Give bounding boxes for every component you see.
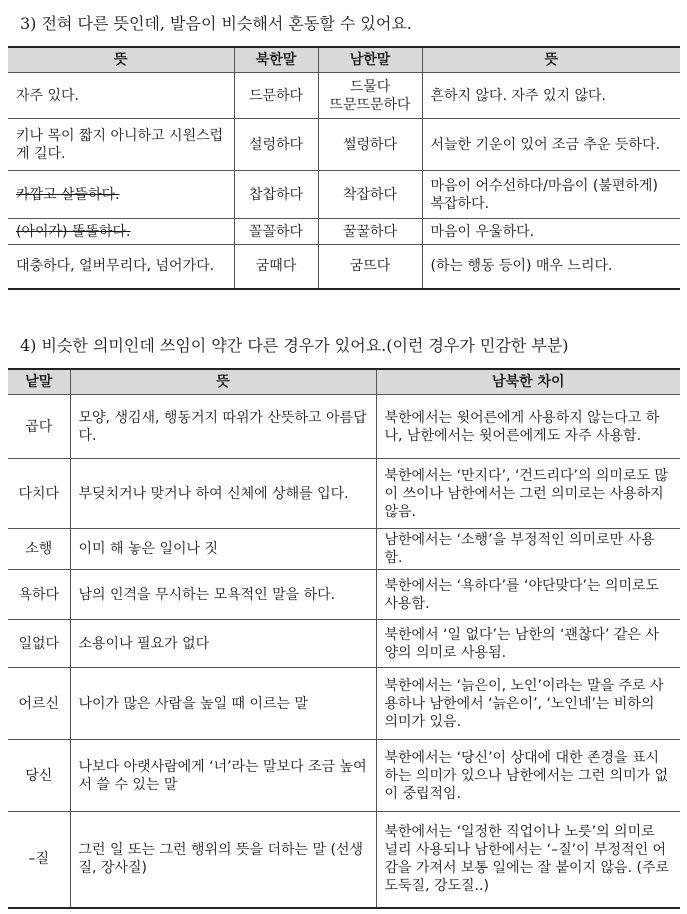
meaning-cell: 부딪치거나 맞거나 하여 신체에 상해를 입다. <box>70 459 376 529</box>
south-word-line-1: 드물다 <box>349 78 391 95</box>
table-row <box>8 119 680 171</box>
table-row <box>8 740 680 812</box>
header-meaning: 뜻 <box>70 369 376 395</box>
table-row <box>8 245 680 289</box>
difference-cell: 북한에서는 ‘당신’이 상대에 대한 존경을 표시하는 의미가 있으나 남한에서는 그런 의미가 없이 중립적임. <box>376 740 680 812</box>
table-row <box>8 570 680 620</box>
difference-cell: 북한에서는 ‘늙은이, 노인’이라는 말을 주로 사용하나 남한에서 ‘늙은이’, ‘노인네’는 비하의 의미가 있음. <box>376 668 680 740</box>
table-header-row <box>8 369 680 395</box>
table-row <box>8 171 680 219</box>
table-row <box>8 812 680 908</box>
table-row <box>8 529 680 570</box>
table-row <box>8 459 680 529</box>
word-cell: 곱다 <box>8 395 70 459</box>
meaning-south-cell: (하는 행동 등이) 매우 느리다. <box>422 245 680 289</box>
homophone-table <box>8 46 680 290</box>
meaning-north-cell: 키나 목이 짧지 아니하고 시원스럽게 길다. <box>8 119 234 171</box>
meaning-south-cell: 마음이 우울하다. <box>422 219 680 245</box>
meaning-cell: 남의 인격을 무시하는 모욕적인 말을 하다. <box>70 570 376 620</box>
header-difference: 남북한 차이 <box>376 369 680 395</box>
difference-cell: 북한에서는 ‘욕하다’를 ‘야단맞다’는 의미로도 사용함. <box>376 570 680 620</box>
word-cell: 다치다 <box>8 459 70 529</box>
meaning-north-cell <box>8 219 234 245</box>
table-row <box>8 620 680 668</box>
south-word-cell: 착잡하다 <box>318 171 422 219</box>
header-word: 낱말 <box>8 369 70 395</box>
word-cell: 소행 <box>8 529 70 570</box>
header-north-word: 북한말 <box>234 47 318 73</box>
meaning-cell: 나이가 많은 사람을 높일 때 이르는 말 <box>70 668 376 740</box>
meaning-cell: 그런 일 또는 그런 행위의 뜻을 더하는 말 (선생질, 장사질) <box>70 812 376 908</box>
section3-title: 3) 전혀 다른 뜻인데, 발음이 비슷해서 혼동할 수 있어요. <box>20 14 412 33</box>
table-row <box>8 395 680 459</box>
difference-cell: 북한에서 ‘일 없다’는 남한의 ‘괜찮다’ 같은 사양의 의미로 사용됨. <box>376 620 680 668</box>
meaning-south-cell: 마음이 어수선하다/마음이 (불편하게) 복잡하다. <box>422 171 680 219</box>
north-word-cell: 꼴꼴하다 <box>234 219 318 245</box>
struck-text: 카깝고 살뜰하다. <box>16 186 120 203</box>
word-cell: 일없다 <box>8 620 70 668</box>
difference-cell: 북한에서는 ‘만지다’, ‘건드리다’의 의미로도 많이 쓰이나 남한에서는 그런 의미로는 사용하지 않음. <box>376 459 680 529</box>
meaning-cell: 소용이나 필요가 없다 <box>70 620 376 668</box>
meaning-cell: 이미 해 놓은 일이나 짓 <box>70 529 376 570</box>
south-word-cell <box>318 73 422 119</box>
meaning-north-cell: 대충하다, 얼버무리다, 넘어가다. <box>8 245 234 289</box>
north-word-cell: 설렁하다 <box>234 119 318 171</box>
north-word-cell: 드문하다 <box>234 73 318 119</box>
word-cell: 욕하다 <box>8 570 70 620</box>
meaning-south-cell: 서늘한 기운이 있어 조금 추운 듯하다. <box>422 119 680 171</box>
meaning-north-cell: 자주 있다. <box>8 73 234 119</box>
header-meaning-south: 뜻 <box>422 47 680 73</box>
word-cell: 당신 <box>8 740 70 812</box>
section4-title: 4) 비슷한 의미인데 쓰임이 약간 다른 경우가 있어요.(이런 경우가 민감한 부분) <box>20 336 569 355</box>
struck-text: (아이가) 똘똘하다. <box>16 223 131 240</box>
difference-cell: 북한에서는 ‘일정한 직업이나 노릇’의 의미로 널리 사용되나 남한에서는 ‘–질’이 부정적인 어감을 가져서 보통 일에는 잘 붙이지 않음. (주로 도둑질, 강도질..) <box>376 812 680 908</box>
usage-difference-table <box>8 368 680 909</box>
south-word-cell: 썰렁하다 <box>318 119 422 171</box>
meaning-cell: 나보다 아랫사람에게 ‘너’라는 말보다 조금 높여서 쓸 수 있는 말 <box>70 740 376 812</box>
north-word-cell: 찹찹하다 <box>234 171 318 219</box>
south-word-line-2: 뜨문뜨문하다 <box>329 96 411 113</box>
table-header-row <box>8 47 680 73</box>
header-meaning-north: 뜻 <box>8 47 234 73</box>
table-row <box>8 73 680 119</box>
meaning-cell: 모양, 생김새, 행동거지 따위가 산뜻하고 아름답다. <box>70 395 376 459</box>
meaning-south-cell: 흔하지 않다. 자주 있지 않다. <box>422 73 680 119</box>
word-cell: 어르신 <box>8 668 70 740</box>
difference-cell: 북한에서는 윗어른에게 사용하지 않는다고 하나, 남한에서는 윗어른에게도 자주 사용함. <box>376 395 680 459</box>
north-word-cell: 굼때다 <box>234 245 318 289</box>
table-row <box>8 219 680 245</box>
word-cell: –질 <box>8 812 70 908</box>
table-row <box>8 668 680 740</box>
meaning-north-cell <box>8 171 234 219</box>
difference-cell: 남한에서는 ‘소행’을 부정적인 의미로만 사용함. <box>376 529 680 570</box>
south-word-cell: 꿀꿀하다 <box>318 219 422 245</box>
header-south-word: 남한말 <box>318 47 422 73</box>
south-word-cell: 굼뜨다 <box>318 245 422 289</box>
